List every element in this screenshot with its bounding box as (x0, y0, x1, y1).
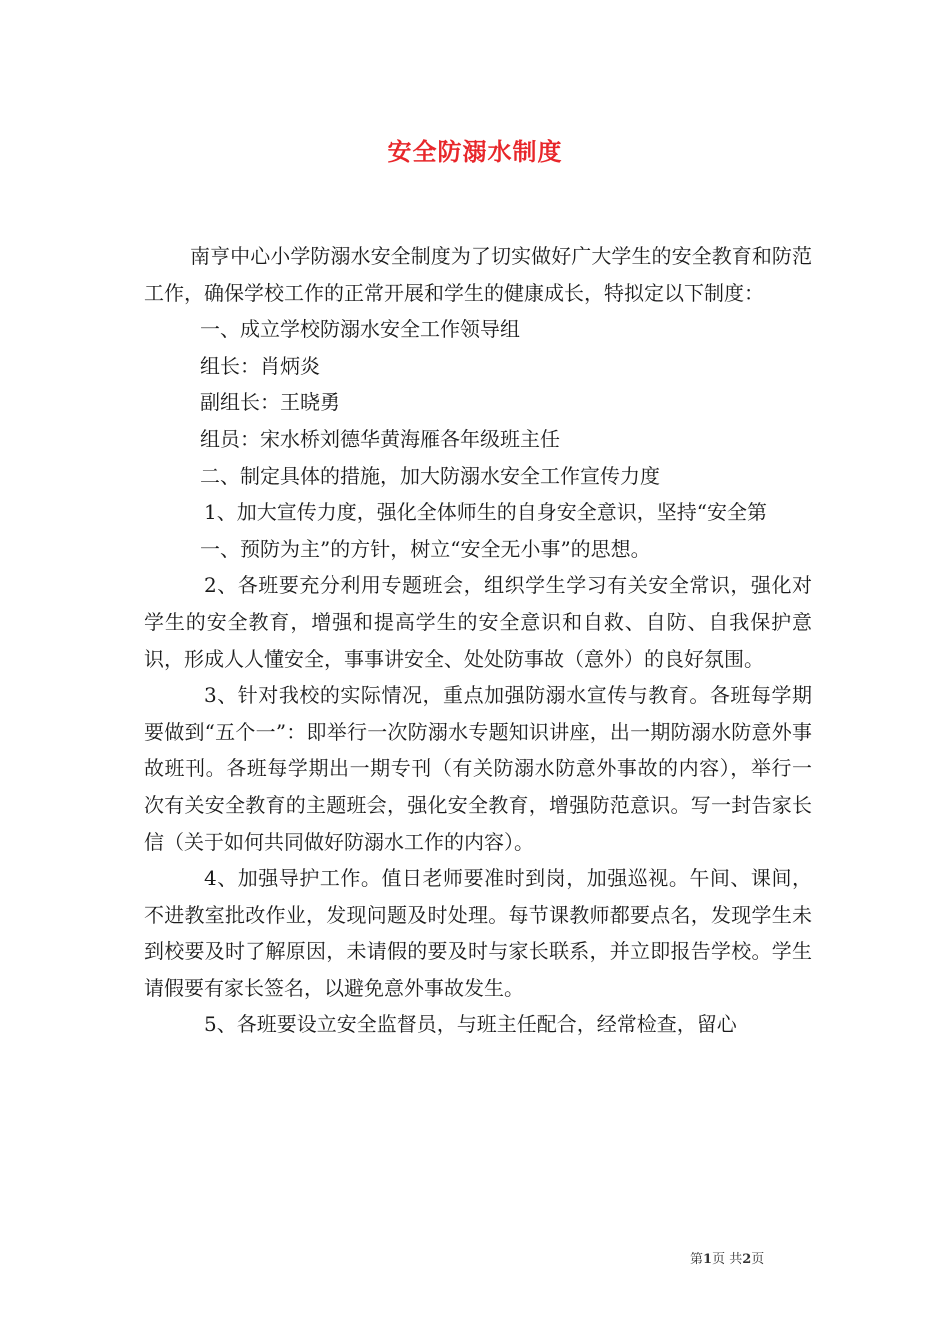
paragraph: 二、制定具体的措施，加大防溺水安全工作宣传力度 (200, 463, 660, 488)
paragraph: 1、加大宣传力度，强化全体师生的自身安全意识，坚持“安全第 (204, 500, 767, 525)
document-title: 安全防溺水制度 (387, 137, 563, 166)
paragraph: 4、加强导护工作。值日老师要准时到岗，加强巡视。午间、课间，不进教室批改作业，发现问题及时处理。每节课教师都要点名，发现学生未到校要及时了解原因，未请假的要及时与家长联系，并立即报告学校。学生请假要有家长签名，以避免意外事故发生。 (144, 866, 812, 1000)
footer-suffix: 页 (751, 1252, 765, 1267)
document-body (144, 238, 812, 1043)
paragraph: 南亨中心小学防溺水安全制度为了切实做好广大学生的安全教育和防范工作，确保学校工作的正常开展和学生的健康成长，特拟定以下制度： (144, 244, 812, 305)
footer-middle: 页 共 (712, 1252, 743, 1267)
paragraph: 一、预防为主”的方针，树立“安全无小事”的思想。 (200, 536, 651, 561)
paragraph: 副组长：王晓勇 (200, 390, 340, 415)
paragraph: 2、各班要充分利用专题班会，组织学生学习有关安全常识，强化对学生的安全教育，增强和提高学生的安全意识和自救、自防、自我保护意识，形成人人懂安全，事事讲安全、处处防事故（意外）的良好氛围。 (144, 573, 812, 671)
footer-current-page: 1 (703, 1252, 713, 1267)
paragraph: 3、针对我校的实际情况，重点加强防溺水宣传与教育。各班每学期要做到“五个一”：即举行一次防溺水专题知识讲座，出一期防溺水防意外事故班刊。各班每学期出一期专刊（有关防溺水防意外事故的内容），举行一次有关安全教育的主题班会，强化安全教育，增强防范意识。写一封告家长信（关于如何共同做好防溺水工作的内容）。 (144, 683, 812, 854)
footer-total-pages: 2 (742, 1252, 752, 1267)
paragraph: 组员：宋水桥刘德华黄海雁各年级班主任 (200, 426, 560, 451)
paragraph: 组长：肖炳炎 (200, 353, 320, 378)
footer-prefix: 第 (690, 1252, 704, 1267)
paragraph: 5、各班要设立安全监督员，与班主任配合，经常检查，留心 (204, 1012, 737, 1037)
paragraph: 一、成立学校防溺水安全工作领导组 (200, 317, 520, 342)
page-footer (690, 1248, 890, 1267)
